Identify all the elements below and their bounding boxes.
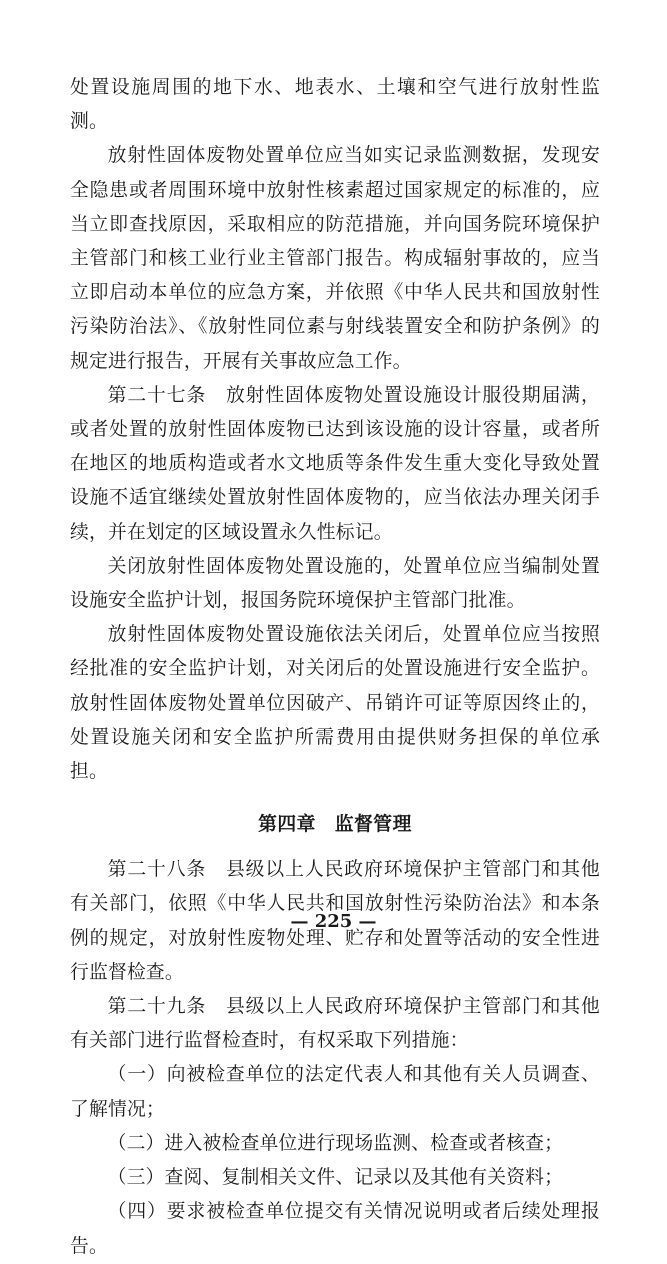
list-item-3: （三）查阅、复制相关文件、记录以及其他有关资料；: [107, 1167, 564, 1189]
paragraph-post-closure: 放射性固体废物处置设施依法关闭后，处置单位应当按照经批准的安全监护计划，对关闭后的处置设施进行安全监护。放射性固体废物处置单位因破产、吊销许可证等原因终止的，处置设施关闭和安全监护所需费用由提供财务担保的单位承担。: [70, 624, 600, 783]
chapter-number: 第四章: [258, 813, 316, 836]
paragraph-monitoring-record: 放射性固体废物处置单位应当如实记录监测数据，发现安全隐患或者周围环境中放射性核素超过国家规定的标准的，应当立即查找原因，采取相应的防范措施，并向国务院环境保护主管部门和核工业行业主管部门报告。构成辐射事故的，应当立即启动本单位的应急方案，并依照《中华人民共和国放射性污染防治法》、《放射性同位素与射线装置安全和防护条例》的规定进行报告，开展有关事故应急工作。: [70, 145, 600, 372]
paragraph-article-28: 第二十八条 县级以上人民政府环境保护主管部门和其他有关部门，依照《中华人民共和国放射性污染防治法》和本条例的规定，对放射性废物处理、贮存和处置等活动的安全性进行监督检查。: [70, 859, 600, 983]
list-item-2: （二）进入被检查单位进行现场监测、检查或者核查；: [107, 1132, 564, 1154]
list-item-1: （一）向被检查单位的法定代表人和其他有关人员调查、了解情况；: [70, 1064, 600, 1120]
list-item-4: （四）要求被检查单位提交有关情况说明或者后续处理报告。: [70, 1201, 600, 1257]
paragraph-article-27: 第二十七条 放射性固体废物处置设施设计服役期届满，或者处置的放射性固体废物已达到该设施的设计容量，或者所在地区的地质构造或者水文地质等条件发生重大变化导致处置设施不适宜继续处置放射性固体废物的，应当依法办理关闭手续，并在划定的区域设置永久性标记。: [70, 384, 600, 543]
page-number: — 225 —: [290, 911, 377, 932]
page-body: [70, 71, 600, 1264]
paragraph-continuation: 处置设施周围的地下水、地表水、土壤和空气进行放射性监测。: [70, 77, 600, 133]
paragraph-closure-plan: 关闭放射性固体废物处置设施的，处置单位应当编制处置设施安全监护计划，报国务院环境保护主管部门批准。: [70, 555, 600, 612]
text-block-upper: [70, 71, 600, 789]
chapter-heading: [70, 789, 600, 853]
paragraph-article-29: 第二十九条 县级以上人民政府环境保护主管部门和其他有关部门进行监督检查时，有权采取下列措施：: [70, 996, 600, 1052]
chapter-title: 监督管理: [334, 813, 412, 836]
